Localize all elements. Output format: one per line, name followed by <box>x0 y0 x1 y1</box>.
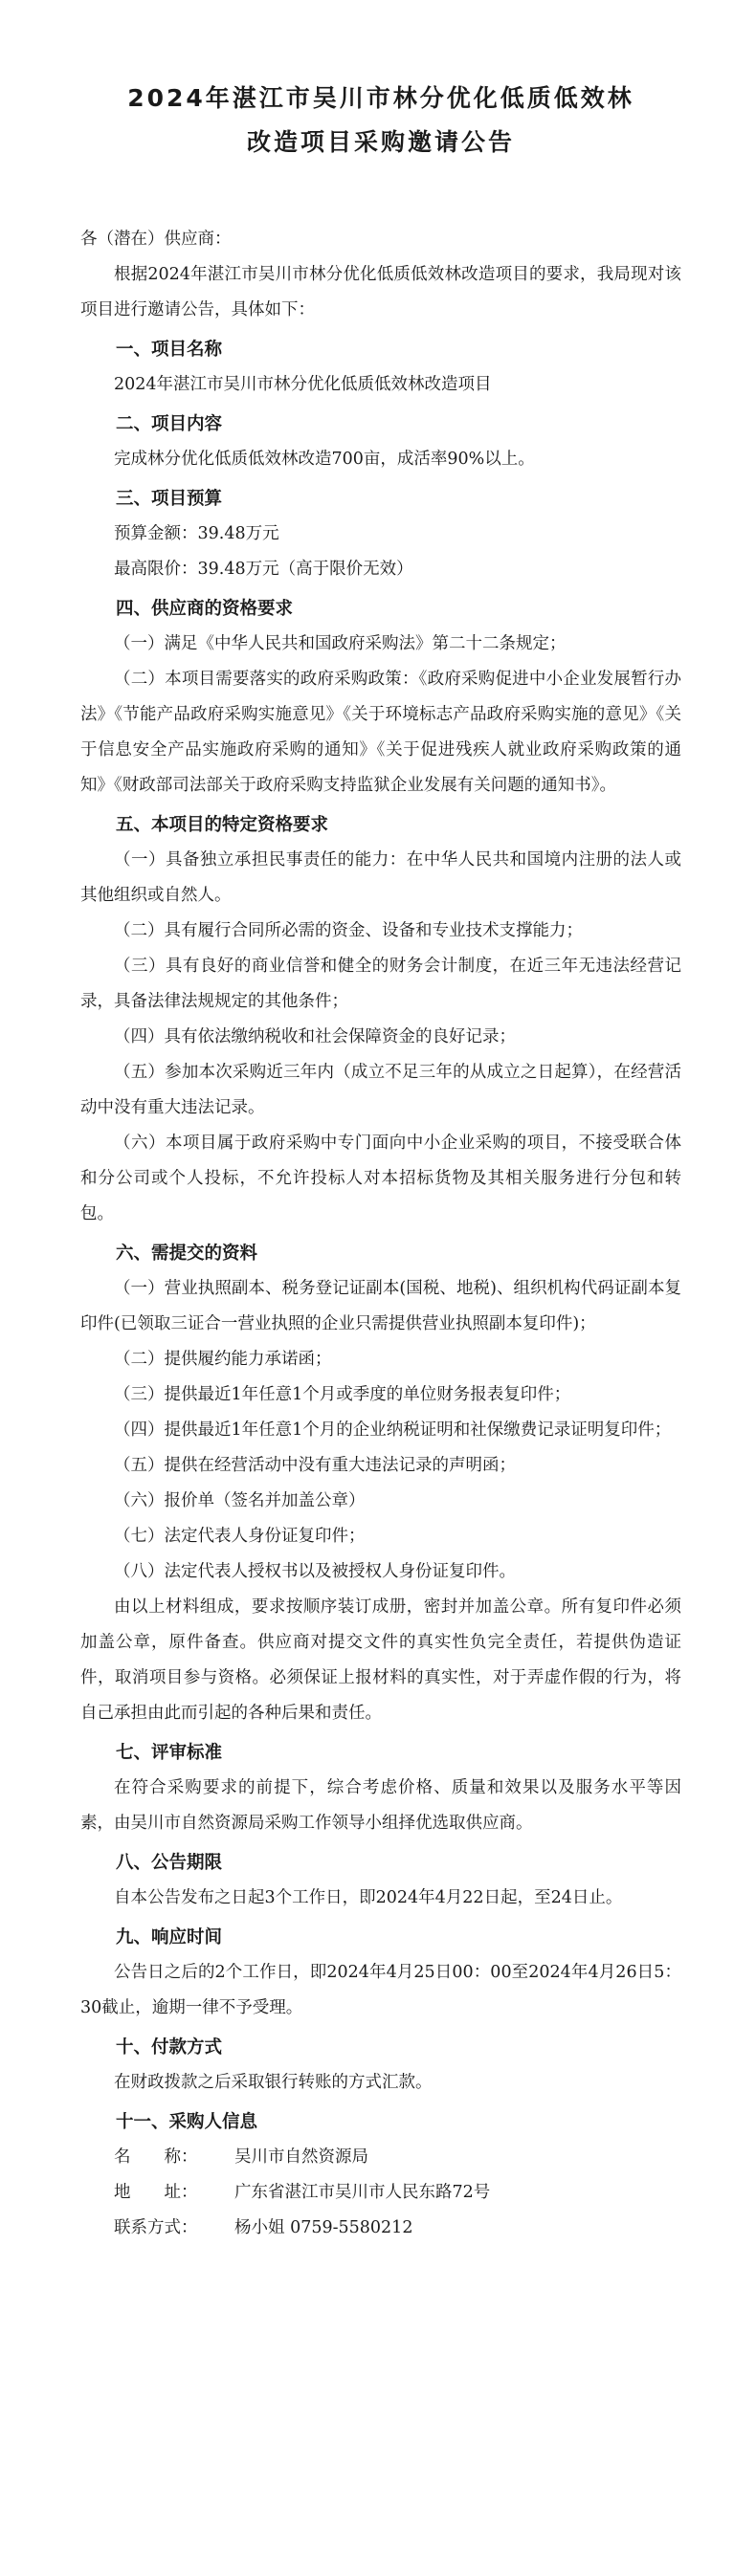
section-heading-budget: 三、项目预算 <box>116 489 223 509</box>
purchaser-address-label: 地 址： <box>114 2183 198 2202</box>
qualification-item: （一）满足《中华人民共和国政府采购法》第二十二条规定； <box>114 634 567 653</box>
section-heading-qualifications: 四、供应商的资格要求 <box>116 599 294 619</box>
section-heading-announcement-period: 八、公告期限 <box>116 1853 223 1873</box>
documents-note: 由以上材料组成，要求按顺序装订成册，密封并加盖公章。所有复印件必须加盖公章，原件备查。供应商对提交文件的真实性负完全责任，若提供伪造证件，取消项目参与资格。必须保证上报材料的真实性，对于弄虚作假的行为，将自己承担由此而引起的各种后果和责任。 <box>80 1597 681 1723</box>
specific-qualification-item: （二）具有履行合同所必需的资金、设备和专业技术支撑能力； <box>114 921 583 940</box>
specific-qualification-item: （三）具有良好的商业信誉和健全的财务会计制度，在近三年无违法经营记录，具备法律法规规定的其他条件； <box>80 957 681 1011</box>
required-document-item: （五）提供在经营活动中没有重大违法记录的声明函； <box>114 1456 516 1475</box>
qualification-item: （二）本项目需要落实的政府采购政策：《政府采购促进中小企业发展暂行办法》《节能产品政府采购实施意见》《关于环境标志产品政府采购实施的意见》《关于信息安全产品实施政府采购的通知》《关于促进残疾人就业政府采购政策的通知》《财政部司法部关于政府采购支持监狱企业发展有关问题的通知书》。 <box>80 670 681 795</box>
purchaser-contact-label: 联系方式： <box>114 2218 198 2237</box>
salutation: 各（潜在）供应商： <box>80 230 232 249</box>
evaluation-text: 在符合采购要求的前提下，综合考虑价格、质量和效果以及服务水平等因素，由吴川市自然资源局采购工作领导小组择优选取供应商。 <box>80 1778 681 1833</box>
project-name-text: 2024年湛江市吴川市林分优化低质低效林改造项目 <box>114 375 492 394</box>
section-heading-required-documents: 六、需提交的资料 <box>116 1244 258 1264</box>
intro-paragraph: 根据2024年湛江市吴川市林分优化低质低效林改造项目的要求，我局现对该项目进行邀请公告，具体如下： <box>80 265 681 319</box>
required-document-item: （一）营业执照副本、税务登记证副本(国税、地税)、组织机构代码证副本复印件(已领取三证合一营业执照的企业只需提供营业执照副本复印件)； <box>80 1279 681 1333</box>
section-heading-purchaser-info: 十一、采购人信息 <box>116 2112 258 2132</box>
title-line-1: 2024年湛江市吴川市林分优化低质低效林 <box>127 84 634 112</box>
budget-amount: 预算金额：39.48万元 <box>114 524 279 543</box>
purchaser-name-value: 吴川市自然资源局 <box>234 2147 368 2167</box>
response-time-text: 公告日之后的2个工作日，即2024年4月25日00：00至2024年4月26日5：30截止，逾期一律不予受理。 <box>80 1963 681 2017</box>
purchaser-name-row <box>80 2140 681 2175</box>
section-heading-response-time: 九、响应时间 <box>116 1927 223 1948</box>
payment-text: 在财政拨款之后采取银行转账的方式汇款。 <box>114 2073 433 2092</box>
purchaser-name-label: 名 称： <box>114 2147 198 2167</box>
required-document-item: （三）提供最近1年任意1个月或季度的单位财务报表复印件； <box>114 1385 571 1404</box>
section-heading-payment: 十、付款方式 <box>116 2037 223 2058</box>
required-document-item: （二）提供履约能力承诺函； <box>114 1350 332 1369</box>
required-document-item: （六）报价单（签名并加盖公章） <box>114 1491 366 1510</box>
section-heading-project-name: 一、项目名称 <box>116 340 223 360</box>
specific-qualification-item: （六）本项目属于政府采购中专门面向中小企业采购的项目，不接受联合体和分公司或个人投标，不允许投标人对本招标货物及其相关服务进行分包和转包。 <box>80 1134 681 1223</box>
purchaser-contact-row <box>80 2211 681 2246</box>
purchaser-contact-value: 杨小姐 0759-5580212 <box>234 2218 413 2237</box>
required-document-item: （四）提供最近1年任意1个月的企业纳税证明和社保缴费记录证明复印件； <box>114 1420 672 1440</box>
section-heading-evaluation: 七、评审标准 <box>116 1743 223 1763</box>
specific-qualification-item: （四）具有依法缴纳税收和社会保障资金的良好记录； <box>114 1027 516 1046</box>
purchaser-address-value: 广东省湛江市吴川市人民东路72号 <box>234 2183 491 2202</box>
required-document-item: （七）法定代表人身份证复印件； <box>114 1527 366 1546</box>
purchaser-address-row <box>80 2175 681 2211</box>
specific-qualification-item: （一）具备独立承担民事责任的能力：在中华人民共和国境内注册的法人或其他组织或自然人。 <box>80 850 681 905</box>
project-content-text: 完成林分优化低质低效林改造700亩，成活率90%以上。 <box>114 450 535 469</box>
title-line-2: 改造项目采购邀请公告 <box>246 128 515 156</box>
required-document-item: （八）法定代表人授权书以及被授权人身份证复印件。 <box>114 1562 516 1581</box>
document-title <box>80 77 681 165</box>
section-heading-project-content: 二、项目内容 <box>116 414 223 434</box>
specific-qualification-item: （五）参加本次采购近三年内（成立不足三年的从成立之日起算），在经营活动中没有重大违法记录。 <box>80 1063 681 1117</box>
section-heading-specific-qualifications: 五、本项目的特定资格要求 <box>116 815 329 835</box>
max-price: 最高限价：39.48万元（高于限价无效） <box>114 560 413 579</box>
announcement-period-text: 自本公告发布之日起3个工作日，即2024年4月22日起，至24日止。 <box>114 1888 623 1907</box>
